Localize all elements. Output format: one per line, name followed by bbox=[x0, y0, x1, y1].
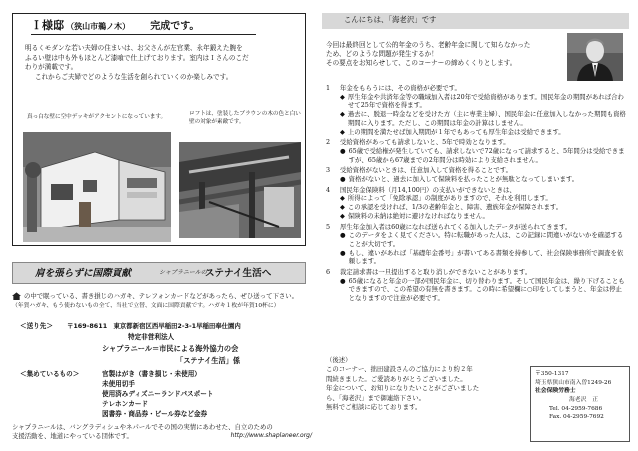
title-main: Ｉ様邸 bbox=[31, 19, 64, 32]
announcement-intro bbox=[25, 44, 303, 82]
afterword-line: 年金について、お知りになりたいことがございました bbox=[326, 384, 480, 393]
circle-bullet-icon: ● bbox=[340, 175, 346, 184]
right-header-banner bbox=[322, 13, 629, 29]
loft-interior-photo bbox=[179, 142, 301, 238]
bullet bbox=[326, 110, 626, 127]
section-5 bbox=[326, 223, 626, 267]
circle-bullet-icon: ● bbox=[340, 276, 346, 285]
send-org-3: 「ステナイ生活」係 bbox=[176, 356, 241, 366]
section-6 bbox=[326, 268, 626, 303]
bullet bbox=[326, 231, 626, 248]
house-icon bbox=[12, 292, 21, 300]
diamond-bullet-icon: ◆ bbox=[340, 92, 345, 101]
section-title: 国民年金保険料（月14,100円）の支払いができないときは、 bbox=[340, 185, 516, 194]
stenai-banner bbox=[12, 262, 306, 284]
section-number: 5 bbox=[326, 222, 331, 231]
intro-line: これからご夫婦でどのような生活を創られていくのか楽しみです。 bbox=[35, 72, 233, 81]
photo1-caption: 真っ白な壁に空中デッキがアクセントになっています。 bbox=[27, 114, 167, 120]
collect-label: ＜集めているもの＞ bbox=[20, 370, 80, 378]
section-title: 厚生年金加入者は60歳になれば送られてくる加入したデータが送られてきます。 bbox=[340, 222, 572, 231]
bullet-text: 上の期間を満たせば加入期間が１年でもあっても厚生年金は受給できます。 bbox=[347, 127, 565, 136]
afterword-line: ら、「海老沢」まで御連絡下さい。 bbox=[326, 393, 426, 402]
afterword-line: このコーナー、拙田建設さんのご協力により約２年 bbox=[326, 365, 473, 374]
bullet bbox=[326, 249, 626, 266]
photo2-caption-text: ロフトは、塗装したブラウンの木の色と白い壁の対象が素敵です。 bbox=[189, 111, 301, 126]
section-4 bbox=[326, 186, 626, 221]
bullet bbox=[326, 175, 626, 184]
call-line-2: （年賀ハガキ、もう使わないもの全て、当社で立替、文面に国際貢献です。ハガキ１枚が年賀10杯に） bbox=[12, 302, 280, 309]
contact-address: 埼玉県狭山市南入曽1249-26 bbox=[535, 379, 612, 386]
send-address: 〒169-8611 東京都新宿区西早稲田2-3-1早稲田奉仕園内 bbox=[66, 322, 241, 330]
banner-title: 肩を張らずに国際貢献 bbox=[35, 268, 131, 279]
right-intro-line: 今回は最終回として公的年金のうち、老齢年金に関して知らなかった bbox=[326, 41, 531, 49]
pension-sections bbox=[326, 84, 626, 305]
bullet bbox=[326, 93, 626, 110]
collect-item: テレホンカード bbox=[102, 399, 149, 408]
section-3 bbox=[326, 166, 626, 183]
call-to-action bbox=[12, 292, 312, 311]
section-number: 3 bbox=[326, 166, 331, 175]
intro-line: 明るくモダンな若い夫婦の住まいは、お父さんが左官業、永年鍛えた腕を bbox=[25, 44, 243, 52]
title-suffix: 完成です。 bbox=[150, 21, 200, 32]
call-line-1: の中で眠っている、書き損じのハガキ、テレフォンカードなどがあったら、ぜひ送って下さい。 bbox=[24, 292, 299, 300]
circle-bullet-icon: ● bbox=[340, 231, 346, 240]
title-location: （狭山市鵜ノ木） bbox=[66, 22, 131, 31]
section-number: 6 bbox=[326, 268, 331, 277]
banner-logo-text: シャプラニールの bbox=[159, 269, 207, 276]
bullet-text: 厚生年金や共済年金等の職域加入者は20年で受給資格があります。国民年金の期間があれば合わせて25年で資格を得ます。 bbox=[347, 92, 624, 110]
send-org-2: シャプラニール＝市民による海外協力の会 bbox=[102, 344, 239, 354]
bullet-text: 保険料の未納は絶対に避けなければなりません。 bbox=[347, 211, 489, 220]
contact-zip: 〒350-1317 bbox=[535, 371, 569, 377]
section-number: 1 bbox=[326, 84, 331, 92]
bullet-text: 過去に、脱退一時金などを受けた方（主に専業主婦）、国民年金に任意加入しなかった期間も資格期間に入ります。ただし、この期間は年金の計算はしません。 bbox=[347, 110, 626, 127]
collect-item: 未使用切手 bbox=[102, 379, 135, 388]
right-intro bbox=[326, 41, 562, 68]
diamond-bullet-icon: ◆ bbox=[340, 203, 345, 212]
intro-line: ふるい壁は中も外もほとんど漆喰で仕上げております。室内はＩさんのこだ bbox=[25, 53, 249, 62]
footer-url[interactable]: http://www.shaplaneer.org/ bbox=[230, 432, 312, 440]
footer-line-1: シャプラニールは、バングラディシュやネパールでその国の実情にあわせた、自立のための bbox=[12, 423, 273, 431]
bullet bbox=[326, 277, 626, 303]
afterword-line: 無料でご相談に応じております。 bbox=[326, 403, 422, 412]
contact-box bbox=[530, 366, 630, 442]
right-intro-line: その要点をお知らせして、このコーナーの締めくくりとします。 bbox=[326, 59, 517, 68]
loft-interior-image bbox=[179, 142, 301, 238]
banner-right-title: ステナイ生活へ bbox=[205, 268, 272, 279]
call-line bbox=[12, 292, 312, 301]
bullet bbox=[326, 203, 626, 212]
title-underline bbox=[31, 34, 256, 35]
house-announcement-box bbox=[12, 13, 306, 246]
footer-line-2: 支援活動を、地道にやっている団体です。 bbox=[12, 432, 133, 441]
bullet bbox=[326, 128, 626, 137]
contact-title: 社会保険労務士 bbox=[535, 388, 576, 395]
afterword-label: （後述） bbox=[326, 356, 352, 364]
bullet-text: 65歳で受給権が発生していても、請求しないで72歳になって請求すると、5年間分は受給できますが、65歳から67歳までの2年間分は時効により支給されません。 bbox=[348, 146, 625, 164]
house-exterior-image bbox=[23, 132, 171, 242]
right-intro-line: ため、どのような問題が発生するか！ bbox=[326, 50, 438, 59]
footer-note bbox=[12, 423, 312, 442]
announcement-title bbox=[31, 18, 291, 34]
bullet-text: この承認を受ければ、1/3の老齢年金と、障害、遺族年金が保障されます。 bbox=[347, 203, 563, 212]
bullet-text: 所得によって「免除承認」の制度がありますので、それを利用します。 bbox=[347, 194, 552, 203]
contact-tel[interactable]: Tel. 04-2959-7686 bbox=[549, 405, 603, 412]
right-header-text: こんにちは、「海老沢」です bbox=[344, 15, 437, 24]
bullet-text: このデータをよく見てください。特に転職があった人は、この記録に間違いがないかを確認することが大切です。 bbox=[348, 231, 624, 248]
section-number: 2 bbox=[326, 138, 331, 147]
circle-bullet-icon: ● bbox=[340, 248, 346, 257]
diamond-bullet-icon: ◆ bbox=[340, 127, 345, 136]
section-title: 年金をもらうには、その資格が必要です。 bbox=[340, 84, 461, 92]
afterword-line: 間続きました。ご愛読ありがとうございました。 bbox=[326, 374, 467, 383]
collect-list bbox=[102, 370, 213, 419]
author-portrait bbox=[567, 33, 623, 81]
bullet-text: もし、違いがあれば「基礎年金番号」が書いてある書類を持参して、社会保険事務所で調査を依頼します。 bbox=[348, 248, 624, 266]
section-title: 受給資格があっても請求しないと、5年で時効となります。 bbox=[340, 138, 510, 147]
diamond-bullet-icon: ◆ bbox=[340, 110, 345, 119]
collect-section bbox=[20, 370, 310, 419]
circle-bullet-icon: ● bbox=[340, 146, 346, 155]
section-number: 4 bbox=[326, 185, 331, 194]
section-1 bbox=[326, 84, 626, 136]
house-exterior-photo bbox=[23, 132, 171, 242]
collect-item: 使用済みディズニーランドパスポート bbox=[102, 389, 214, 398]
intro-line: わりが満載です。 bbox=[25, 63, 78, 72]
contact-name: 海老沢 正 bbox=[569, 397, 598, 404]
send-org-1: 特定非営利法人 bbox=[128, 333, 175, 342]
send-to-section bbox=[20, 322, 310, 366]
bullet bbox=[326, 194, 626, 203]
bullet bbox=[326, 212, 626, 221]
bullet bbox=[326, 147, 626, 164]
send-label: ＜送り先＞ bbox=[20, 322, 53, 330]
contact-fax: Fax. 04-2959-7692 bbox=[549, 414, 604, 421]
bullet-text: 65歳になると年金の一部が国民年金に、切り替わります。そして国民年金は、繰り下げることもできますので、この希望の有無を書きます。この時に希望欄に○印をしてしまうと、年金は停止となりますので注意が必要です。 bbox=[348, 276, 625, 303]
author-portrait-image bbox=[567, 33, 623, 81]
collect-item: 官製はがき（書き損じ・未使用） bbox=[102, 370, 201, 378]
diamond-bullet-icon: ◆ bbox=[340, 194, 345, 203]
collect-item: 図書券・商品券・ビール券など金券 bbox=[102, 409, 208, 418]
section-2 bbox=[326, 138, 626, 164]
section-title: 裁定請求書は一旦提出すると取り消しができないことがあります。 bbox=[340, 268, 532, 277]
afterword bbox=[326, 356, 536, 413]
bullet-text: 資格がないと、過去に加入して保険料を払ったことが無駄となってしまいます。 bbox=[348, 175, 579, 184]
section-title: 受給資格がないときは、任意加入して資格を得ることです。 bbox=[340, 166, 513, 175]
photo2-caption bbox=[189, 110, 301, 127]
diamond-bullet-icon: ◆ bbox=[340, 211, 345, 220]
